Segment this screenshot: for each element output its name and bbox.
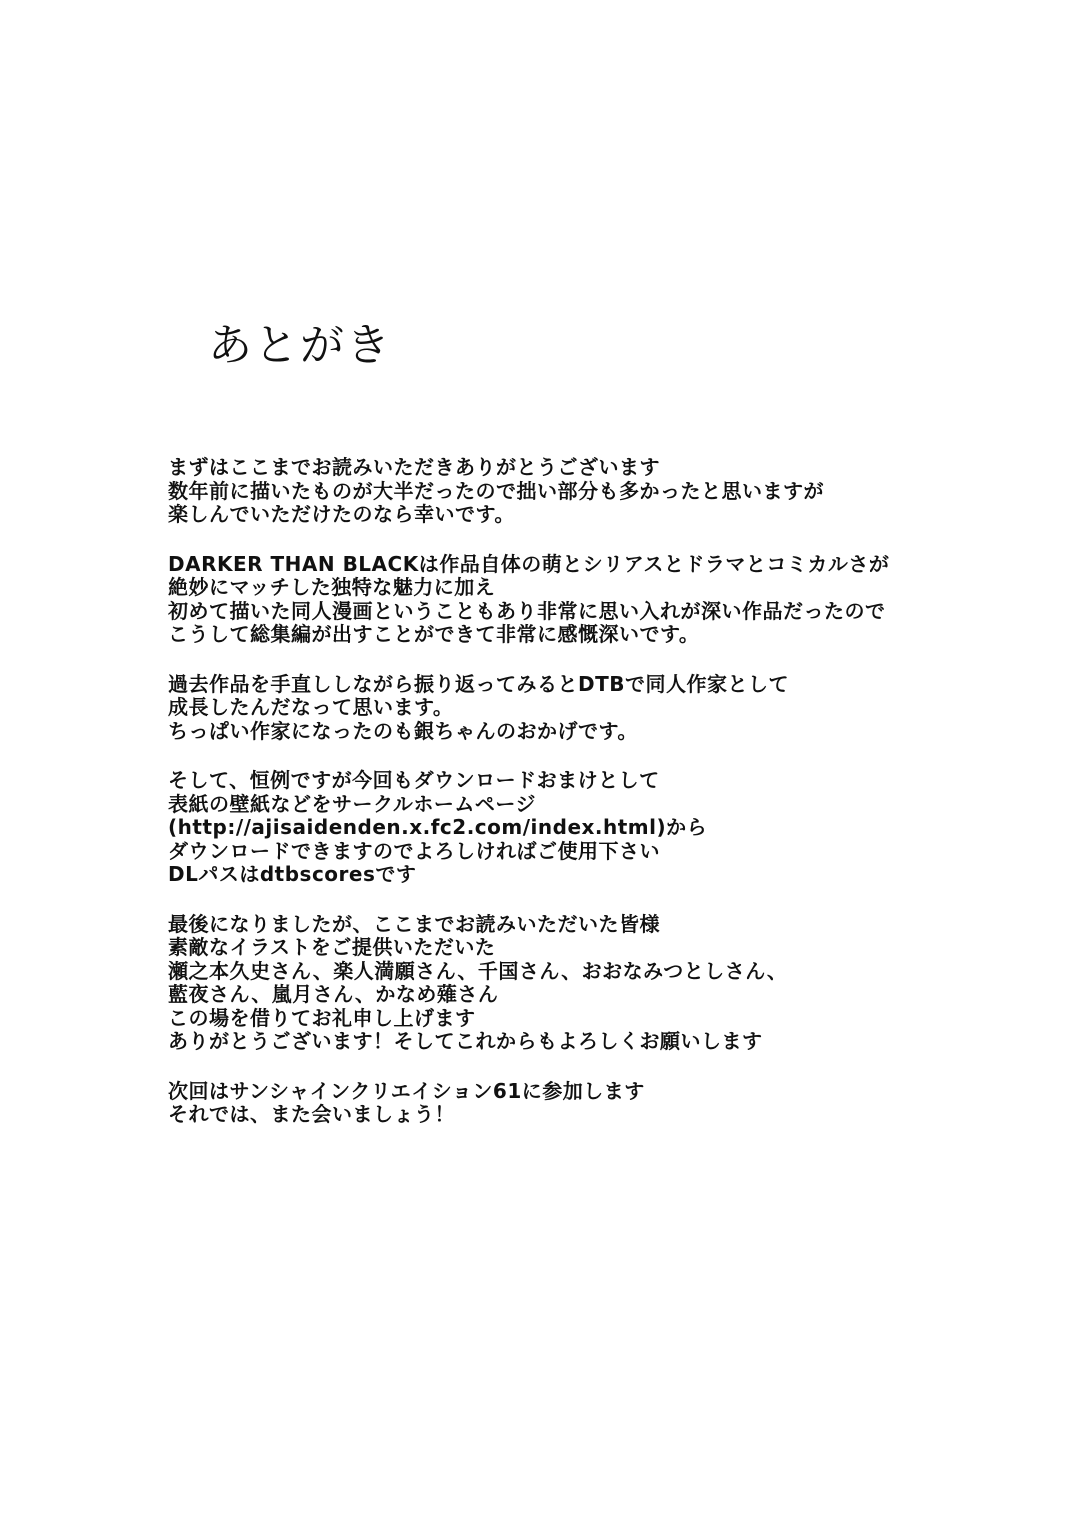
- paragraph-dtb: [168, 553, 1048, 647]
- text-line: ちっぱい作家になったのも銀ちゃんのおかげです。: [168, 718, 638, 743]
- text-line: 素敵なイラストをご提供いただいた: [168, 935, 496, 959]
- text-line: 表紙の壁紙などをサークルホームページ: [168, 791, 536, 816]
- page-title: あとがき: [208, 320, 392, 371]
- paragraph-acknowledgements: [168, 913, 1048, 1054]
- text-line: 藍夜さん、嵐月さん、かなめ薙さん: [168, 982, 499, 1006]
- text-line: 成長したんだなって思います。: [168, 695, 454, 719]
- text-line: ダウンロードできますのでよろしければご使用下さい: [168, 838, 660, 863]
- text-line: ありがとうございます！そしてこれからもよろしくお願いします: [168, 1029, 763, 1053]
- afterword-body: [168, 456, 1048, 1153]
- text-line: この場を借りてお礼申し上げます: [168, 1005, 476, 1030]
- text-line: 数年前に描いたものが大半だったので拙い部分も多かったと思いますが: [168, 478, 824, 503]
- text-line: 最後になりましたが、ここまでお読みいただいた皆様: [168, 911, 660, 936]
- text-line: DARKER THAN BLACKは作品自体の萌とシリアスとドラマとコミカルさが: [168, 551, 890, 576]
- text-line: 過去作品を手直ししながら振り返ってみるとDTBで同人作家として: [168, 671, 789, 696]
- text-line: まずはここまでお読みいただきありがとうございます: [168, 455, 660, 479]
- paragraph-thanks: [168, 456, 1048, 527]
- paragraph-download: [168, 769, 1048, 887]
- paragraph-next-event: [168, 1080, 1048, 1127]
- text-line: それでは、また会いましょう！: [168, 1102, 455, 1126]
- paragraph-growth: [168, 673, 1048, 744]
- homepage-url: (http://ajisaidenden.x.fc2.com/index.html)から: [168, 815, 708, 839]
- text-line: そして、恒例ですが今回もダウンロードおまけとして: [168, 768, 660, 792]
- text-line: 初めて描いた同人漫画ということもあり非常に思い入れが深い作品だったので: [168, 598, 886, 623]
- text-line: 絶妙にマッチした独特な魅力に加え: [168, 575, 496, 599]
- text-line: 瀬之本久史さん、楽人満願さん、千国さん、おおなみつとしさん、: [168, 958, 788, 983]
- text-line: 次回はサンシャインクリエイション61に参加します: [168, 1078, 645, 1103]
- text-line: こうして総集編が出すことができて非常に感慨深いです。: [168, 622, 700, 646]
- text-line: 楽しんでいただけたのなら幸いです。: [168, 502, 515, 526]
- text-line: DLパスはdtbscoresです: [168, 862, 417, 886]
